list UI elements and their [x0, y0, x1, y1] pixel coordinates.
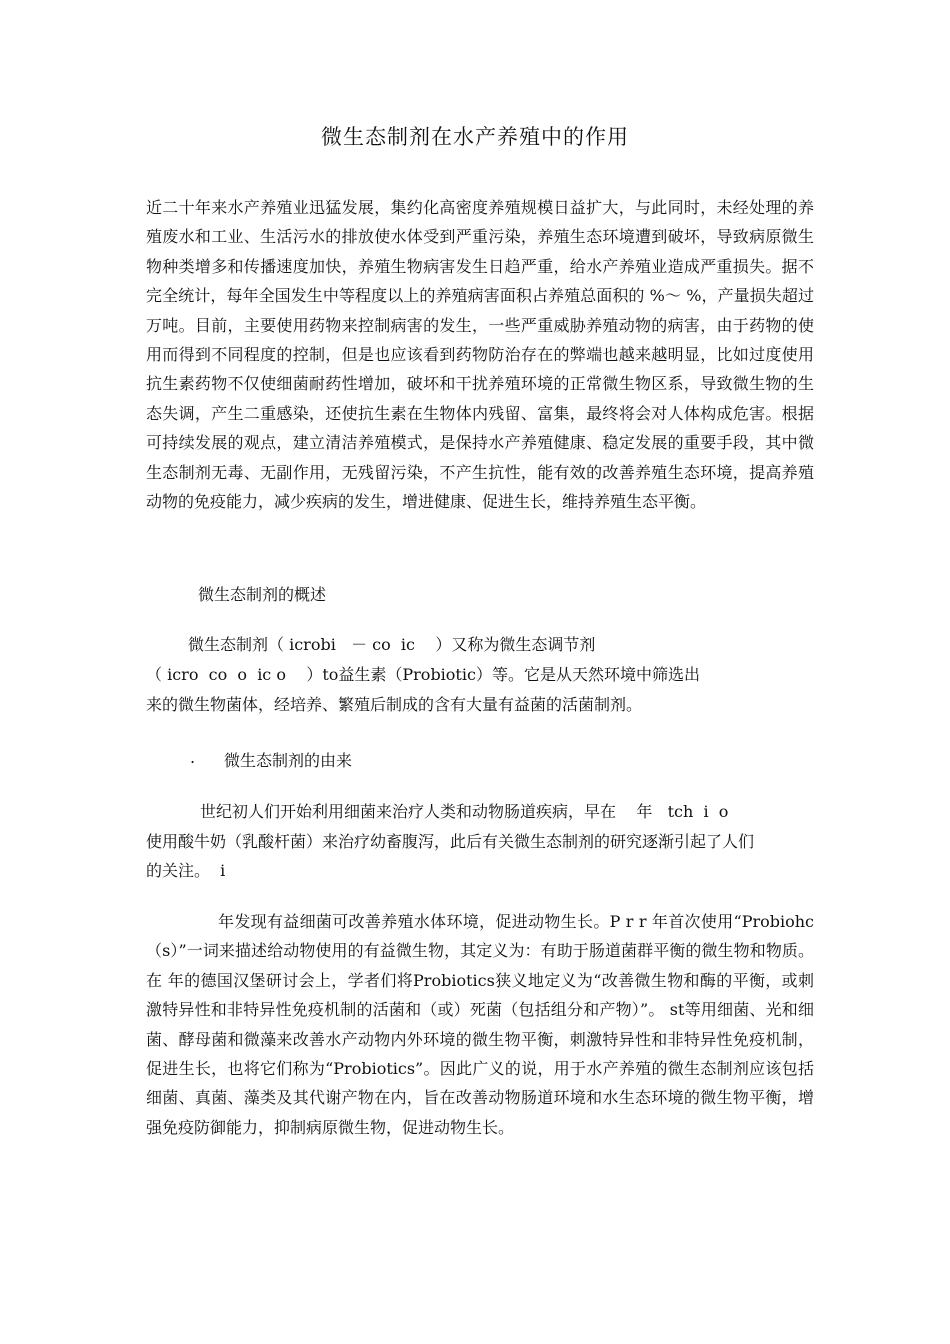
section-heading-origin: 微生态制剂的由来 [224, 751, 353, 770]
section-heading-overview: 微生态制剂的概述 [198, 585, 327, 604]
origin-line-3: 的关注。 i [146, 861, 226, 880]
overview-line-1: 微生态制剂（ icrobi － co ic ）又称为微生态调节剂 [188, 635, 596, 654]
origin-paragraph-2: 年发现有益细菌可改善养殖水体环境，促进动物生长。P r r 年首次使用“Probiohc（s）”一词来描述给动物使用的有益微生物，其定义为：有助于肠道菌群平衡的微生物和物质。在 年的德国汉堡研讨会上，学者们将Probiotics狭义地定义为“改善微生物和酶的平衡，或刺激特异性和非特异性免疫机制的活菌和（或）死菌（包括组分和产物）”。 st等用细菌、光和细菌、酵母菌和微藻来改善水产动物内外环境的微生物平衡，刺激特异性和非特异性免疫机制，促进生长，也将它们称为“Probiotics”。因此广义的说，用于水产养殖的微生态制剂应该包括细菌、真菌、藻类及其代谢产物在内，旨在改善动物肠道环境和水生态环境的微生物平衡，增强免疫防御能力，抑制病原微生物，促进动物生长。 [146, 912, 814, 1137]
document-title: 微生态制剂在水产养殖中的作用 [321, 125, 629, 149]
intro-paragraph: 近二十年来水产养殖业迅猛发展，集约化高密度养殖规模日益扩大，与此同时，未经处理的养殖废水和工业、生活污水的排放使水体受到严重污染，养殖生态环境遭到破坏，导致病原微生物种类增多和传播速度加快，养殖生物病害发生日趋严重，给水产养殖业造成严重损失。据不完全统计，每年全国发生中等程度以上的养殖病害面积占养殖总面积的 %～ %，产量损失超过 万吨。目前，主要使用药物来控制病害的发生，一些严重威胁养殖动物的病害，由于药物的使用而得到不同程度的控制，但是也应该看到药物防治存在的弊端也越来越明显，比如过度使用抗生素药物不仅使细菌耐药性增加，破坏和干扰养殖环境的正常微生物区系，导致微生物的生态失调，产生二重感染，还使抗生素在生物体内残留、富集，最终将会对人体构成危害。根据可持续发展的观点，建立清洁养殖模式，是保持水产养殖健康、稳定发展的重要手段，其中微生态制剂无毒、无副作用，无残留污染，不产生抗性，能有效的改善养殖生态环境，提高养殖动物的免疫能力，减少疾病的发生，增进健康、促进生长，维持养殖生态平衡。 [146, 198, 814, 512]
section-number: . [190, 748, 196, 767]
overview-line-2: （ icro co o ic o ）to益生素（Probiotic）等。它是从天然环境中筛选出 [146, 665, 700, 684]
overview-line-3: 来的微生物菌体，经培养、繁殖后制成的含有大量有益菌的活菌制剂。 [146, 695, 643, 714]
origin-line-1: 世纪初人们开始利用细菌来治疗人类和动物肠道疾病，早在 年 tch i o [200, 802, 729, 821]
origin-line-2: 使用酸牛奶（乳酸杆菌）来治疗幼畜腹泻，此后有关微生态制剂的研究逐渐引起了人们 [146, 832, 755, 851]
